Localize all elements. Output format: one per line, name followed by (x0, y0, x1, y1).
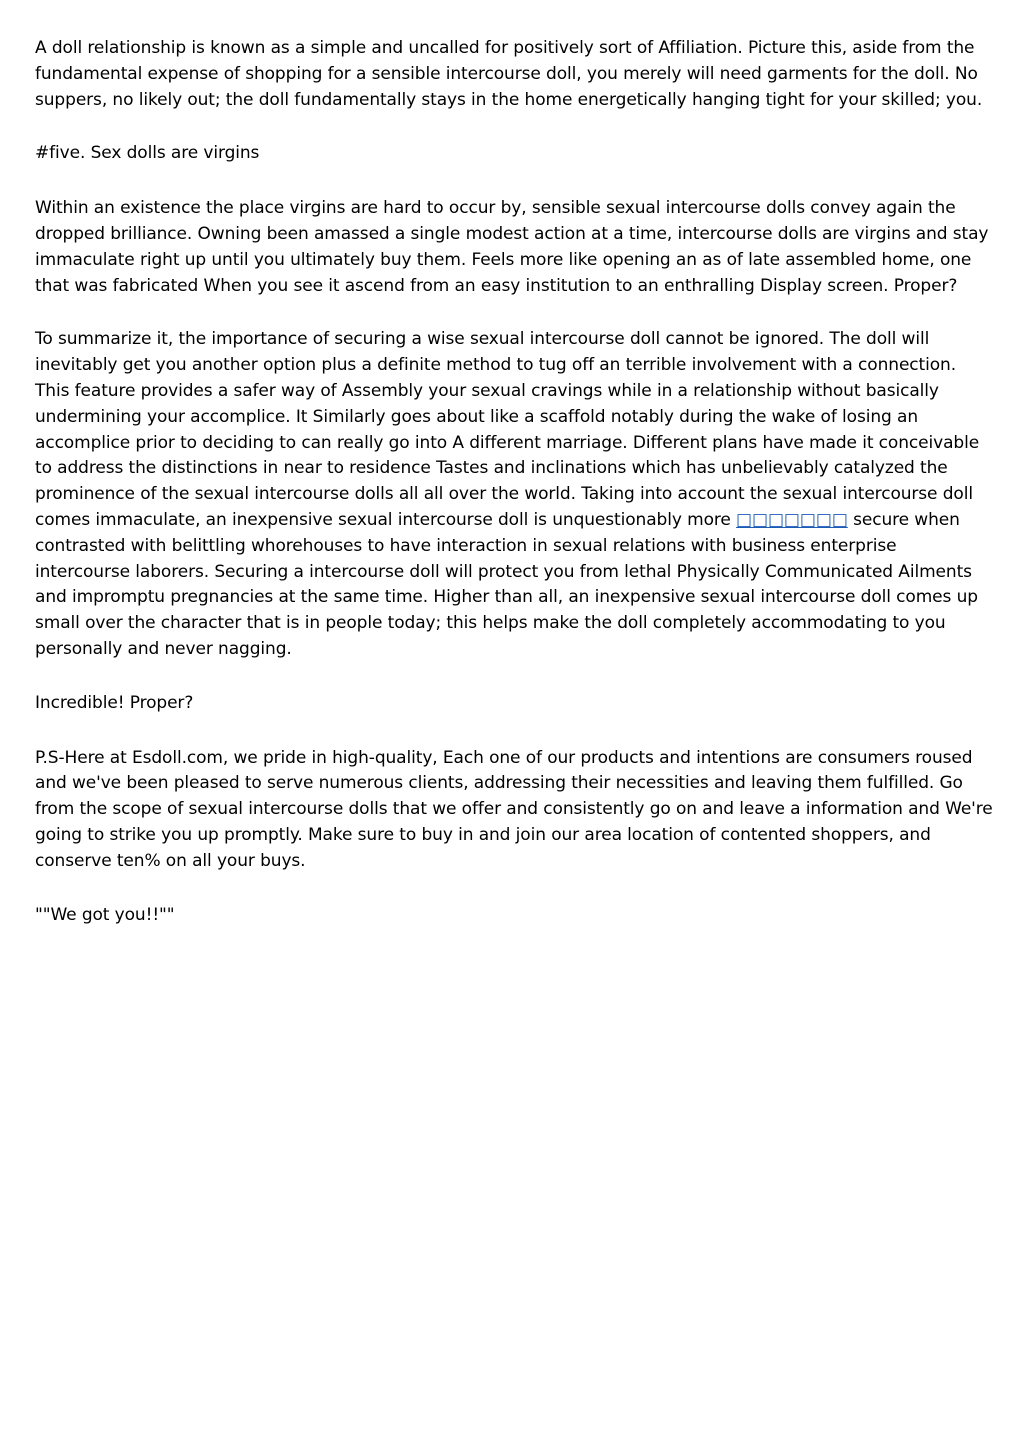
paragraph-summary-text-before-link: To summarize it, the importance of securing a wise sexual intercourse doll cannot be ignored. The doll will inevitably get you another option plus a definite method to tug off an terrible involvement with a connection. This feature provides a safer way of Assembly your sexual cravings while in a relationship without basically undermining your accomplice. It Similarly goes about like a scaffold notably during the wake of losing an accomplice prior to deciding to can really go into A different marriage. Different plans have made it conceivable to address the distinctions in near to residence Tastes and inclinations which has unbelievably catalyzed the prominence of the sexual intercourse dolls all all over the world. Taking into account the sexual intercourse doll comes immaculate, an inexpensive sexual intercourse doll is unquestionably more (35, 329, 980, 530)
paragraph-incredible: Incredible! Proper? (35, 692, 194, 713)
paragraph-doll-relationship: A doll relationship is known as a simple and uncalled for positively sort of Affiliation. Picture this, aside from the fundamental expense of shopping for a sensible intercourse doll, you merely will need garments for the doll. No suppers, no likely out; the doll fundamentally stays in the home energetically hanging tight for your skilled; you. (35, 38, 983, 110)
paragraph-summary-text-after-link: secure when contrasted with belittling whorehouses to have interaction in sexual relations with business enterprise intercourse laborers. Securing a intercourse doll will protect you from lethal Physically Communicated Ailments and impromptu pregnancies at the same time. Higher than all, an inexpensive sexual intercourse doll comes up small over the character that is in people today; this helps make the doll completely accommodating to you personally and never nagging. (35, 509, 978, 659)
inline-link[interactable]: □□□□□□□ (736, 509, 848, 530)
document-body (35, 36, 995, 957)
paragraph-esdoll-ps: P.S-Here at Esdoll.com, we pride in high-quality, Each one of our products and intentions are consumers roused and we've been pleased to serve numerous clients, addressing their necessities and leaving them fulfilled. Go from the scope of sexual intercourse dolls that we offer and consistently go on and leave a information and We're going to strike you up promptly. Make sure to buy in and join our area location of contented shoppers, and conserve ten% on all your buys. (35, 747, 993, 871)
paragraph-summary (35, 327, 995, 662)
heading-sex-dolls-are-virgins: #five. Sex dolls are virgins (35, 143, 260, 164)
paragraph-virgins: Within an existence the place virgins are hard to occur by, sensible sexual intercourse dolls convey again the dropped brilliance. Owning been amassed a single modest action at a time, intercourse dolls are virgins and stay immaculate right up until you ultimately buy them. Feels more like opening an as of late assembled home, one that was fabricated When you see it ascend from an easy institution to an enthralling Display screen. Proper? (35, 198, 989, 296)
paragraph-we-got-you: ""We got you!!"" (35, 904, 175, 925)
